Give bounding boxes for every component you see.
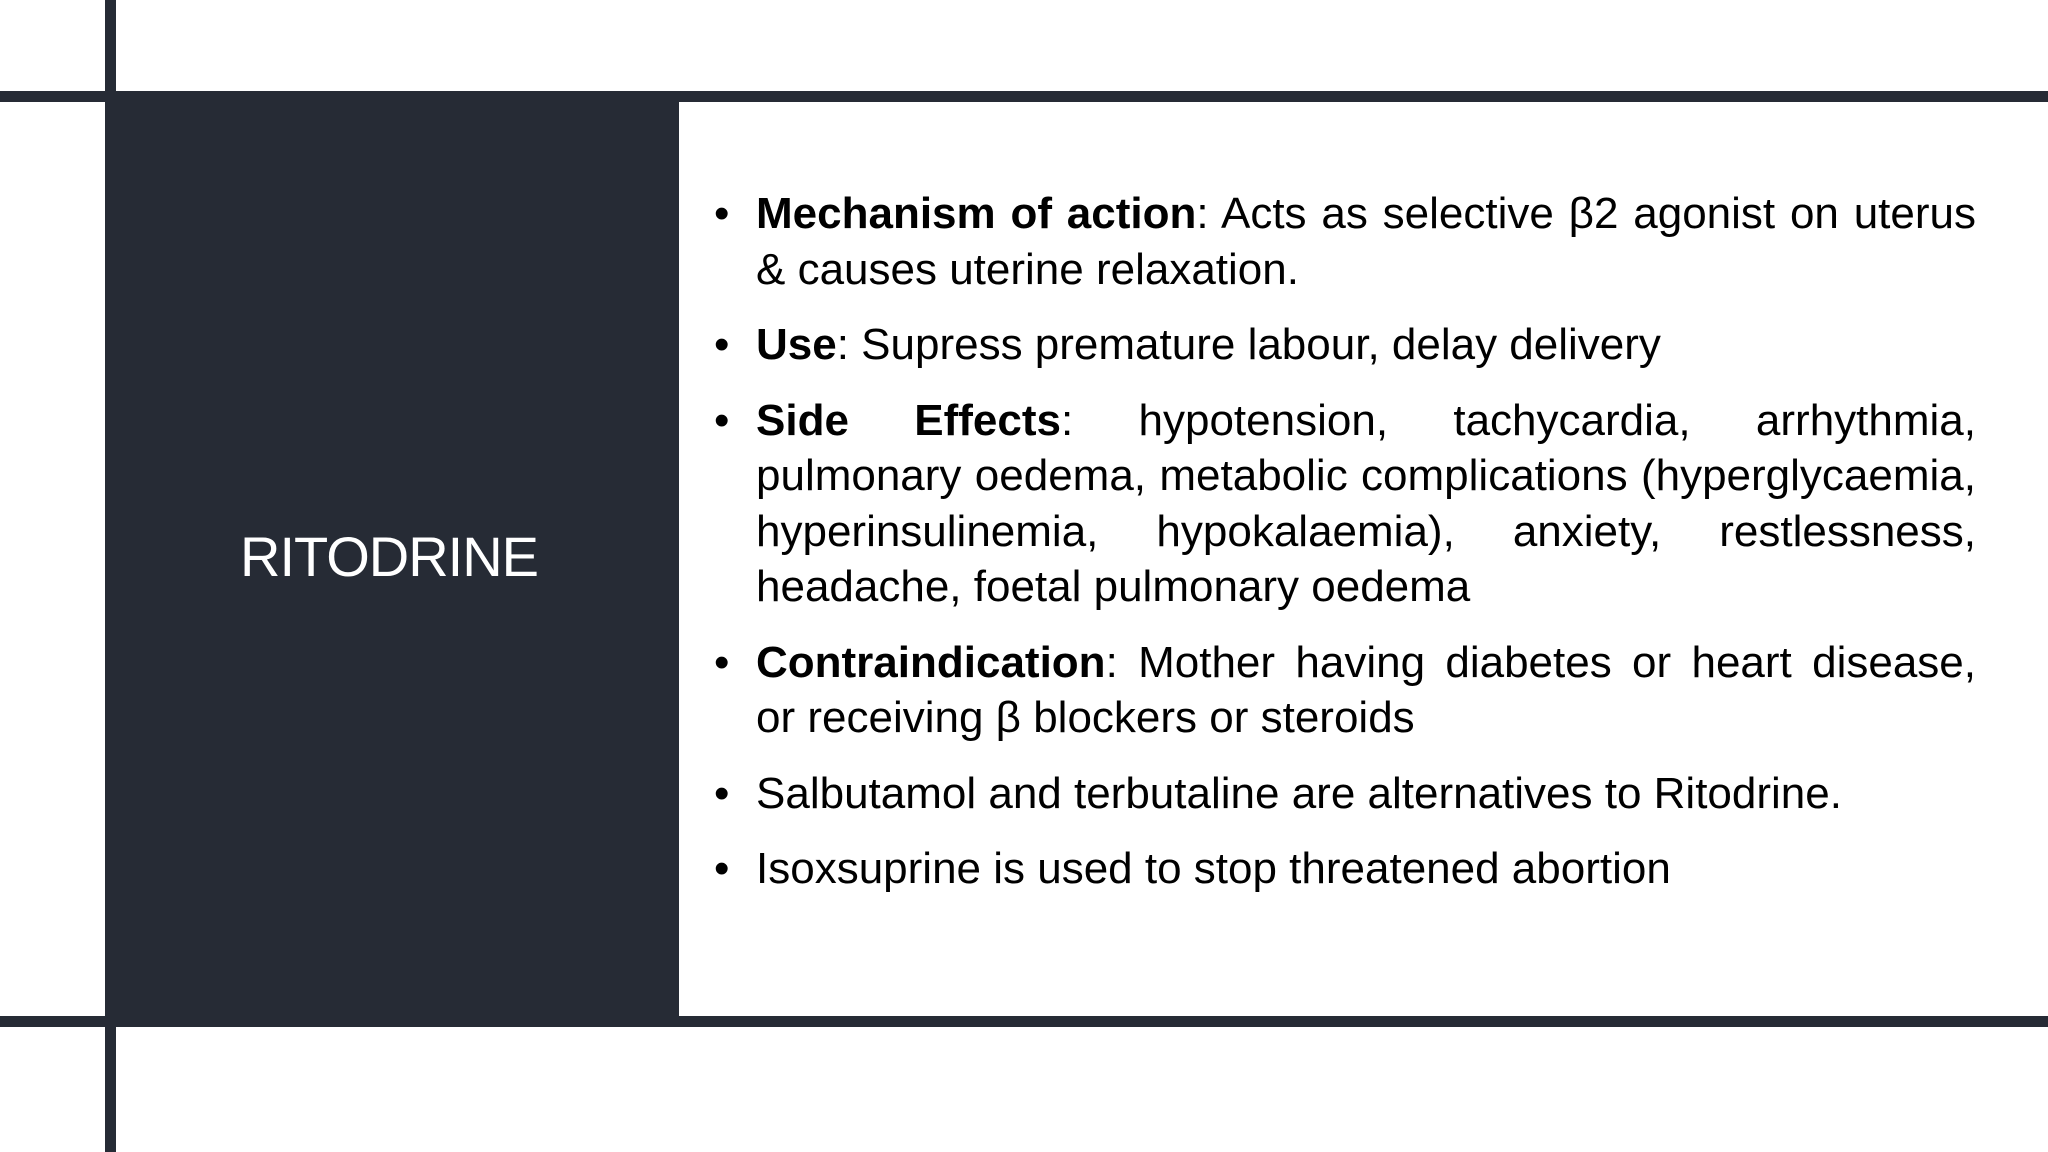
bullet-label: Mechanism of action <box>756 189 1197 238</box>
bullet-list <box>714 186 1976 897</box>
bullet-contraindication <box>714 635 1976 746</box>
bullet-text: : Mother having diabetes or heart disease, or receiving β blockers or steroids <box>756 637 1976 742</box>
bullet-text: Isoxsuprine is used to stop threatened abortion <box>756 844 1671 893</box>
title-panel <box>105 91 679 1027</box>
bullet-isoxsuprine <box>714 841 1976 897</box>
slide-title: RITODRINE <box>240 524 538 588</box>
bullet-label: Side Effects <box>756 395 1061 445</box>
bullet-label: Contraindication <box>756 637 1106 687</box>
bullet-text: Salbutamol and terbutaline are alternatives to Ritodrine. <box>756 768 1842 818</box>
bullet-text: : Acts as selective β2 agonist on uterus & causes uterine relaxation. <box>756 189 1976 294</box>
bullet-side-effects <box>714 393 1976 615</box>
content-area <box>714 186 1976 917</box>
bullet-alternatives <box>714 766 1976 822</box>
bullet-use <box>714 317 1976 373</box>
bullet-mechanism-of-action <box>714 186 1976 297</box>
bullet-label: Use <box>756 320 837 369</box>
bullet-text: : hypotension, tachycardia, arrhythmia, pulmonary oedema, metabolic complications (hyperglycaemia, hyperinsulinemia, hypokalaemia), anxiety, restlessness, headache, foetal pulmonary oedema <box>756 395 1976 611</box>
bullet-text: : Supress premature labour, delay delivery <box>836 320 1661 369</box>
